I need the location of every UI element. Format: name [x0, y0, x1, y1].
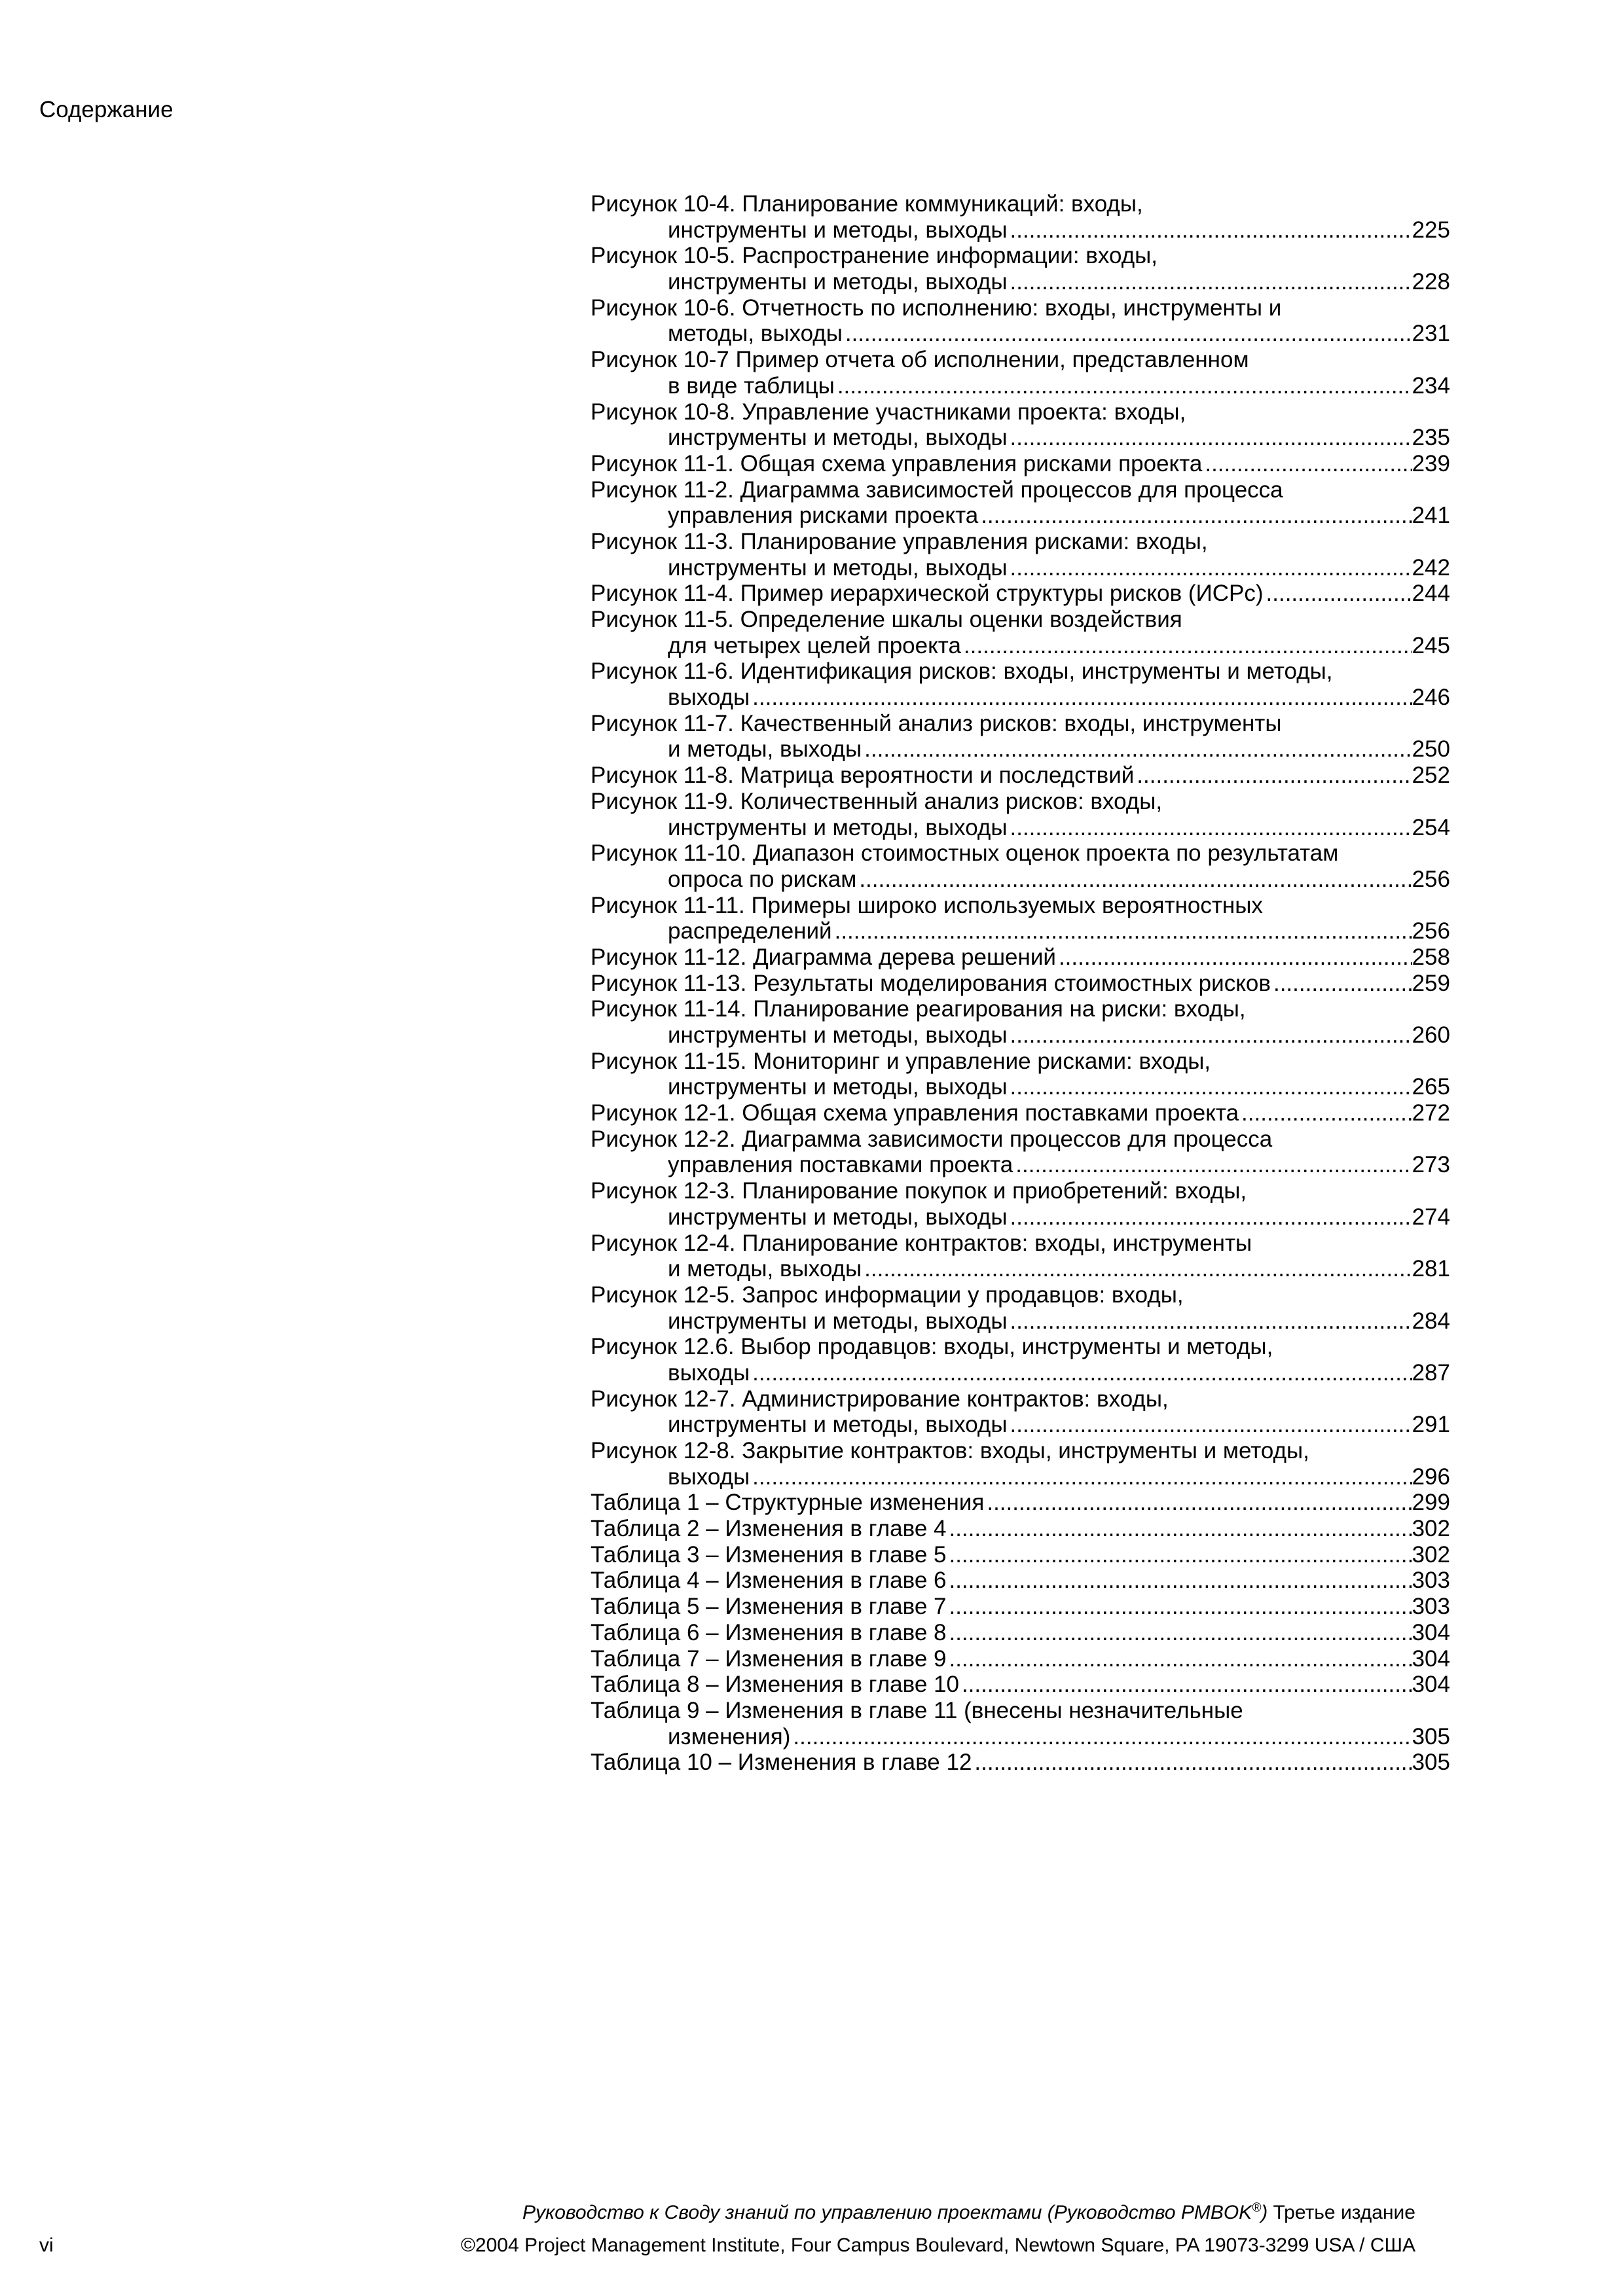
toc-entry[interactable]: [591, 477, 1450, 529]
dot-leader: [946, 1594, 1412, 1620]
toc-entry[interactable]: [591, 789, 1450, 840]
dot-leader: [1008, 217, 1412, 243]
toc-entry-title: инструменты и методы, выходы: [668, 217, 1008, 243]
running-head: Содержание: [39, 97, 173, 122]
toc-entry-title: инструменты и методы, выходы: [668, 814, 1008, 840]
toc-entry-title: Рисунок 11-13. Результаты моделирования стоимостных рисков: [591, 970, 1271, 996]
dot-leader: [1134, 762, 1412, 789]
dot-leader: [984, 1490, 1412, 1516]
toc-entry-title: Рисунок 11-11. Примеры широко используемых вероятностных: [591, 892, 1263, 918]
toc-entry-title: Таблица 3 – Изменения в главе 5: [591, 1541, 947, 1568]
toc-line: [591, 191, 1450, 217]
toc-entry[interactable]: [591, 1698, 1450, 1749]
toc-line: [591, 295, 1450, 321]
toc-line: [591, 1464, 1450, 1490]
toc-page-number: 259: [1412, 970, 1450, 996]
toc-entry[interactable]: [591, 1230, 1450, 1282]
dot-leader: [959, 1672, 1412, 1698]
toc-entry[interactable]: [591, 1672, 1450, 1698]
toc-entry-title: Таблица 9 – Изменения в главе 11 (внесены незначительные: [591, 1697, 1243, 1723]
toc-entry[interactable]: [591, 581, 1450, 607]
toc-entry-title: инструменты и методы, выходы: [668, 269, 1008, 295]
footer-title-edition: Третье издание: [1267, 2202, 1415, 2223]
toc-page-number: 225: [1412, 217, 1450, 243]
toc-entry-title: Рисунок 12.6. Выбор продавцов: входы, инструменты и методы,: [591, 1334, 1273, 1360]
toc-line: [591, 217, 1450, 243]
toc-line: [591, 1516, 1450, 1542]
toc-entry[interactable]: [591, 944, 1450, 971]
toc-line: [591, 607, 1450, 633]
toc-line: [591, 347, 1450, 373]
dot-leader: [1264, 581, 1412, 607]
toc-entry-title: Таблица 4 – Изменения в главе 6: [591, 1568, 947, 1594]
toc-line: [591, 1646, 1450, 1672]
toc-entry-title: Рисунок 10-4. Планирование коммуникаций: входы,: [591, 191, 1143, 217]
toc-line: [591, 503, 1450, 529]
toc-line: [591, 1204, 1450, 1230]
toc-entry-title: Таблица 2 – Изменения в главе 4: [591, 1516, 947, 1542]
toc-entry[interactable]: [591, 711, 1450, 762]
dot-leader: [843, 321, 1412, 347]
toc-page-number: 305: [1412, 1723, 1450, 1749]
toc-entry[interactable]: [591, 893, 1450, 944]
toc-page-number: 256: [1412, 918, 1450, 944]
toc-entry-title: инструменты и методы, выходы: [668, 1074, 1008, 1100]
toc-page-number: 231: [1412, 321, 1450, 347]
dot-leader: [750, 1464, 1412, 1490]
toc-entry-title: Рисунок 11-6. Идентификация рисков: входы, инструменты и методы,: [591, 658, 1333, 685]
toc-line: [591, 1256, 1450, 1282]
toc-entry-title: управления поставками проекта: [668, 1152, 1013, 1178]
toc-page-number: 256: [1412, 866, 1450, 892]
toc-page-number: 239: [1412, 450, 1450, 476]
toc-page-number: 291: [1412, 1412, 1450, 1438]
toc-entry-title: и методы, выходы: [668, 736, 862, 762]
toc-entry[interactable]: [591, 243, 1450, 295]
toc-line: [591, 1412, 1450, 1438]
toc-entry-title: Рисунок 11-5. Определение шкалы оценки воздействия: [591, 607, 1182, 632]
toc-entry-title: распределений: [668, 918, 832, 944]
toc-entry[interactable]: [591, 1386, 1450, 1438]
toc-entry[interactable]: [591, 529, 1450, 581]
dot-leader: [946, 1646, 1412, 1672]
toc-entry[interactable]: [591, 762, 1450, 789]
toc-line: [591, 555, 1450, 581]
toc-line: [591, 971, 1450, 997]
toc-entry-title: для четырех целей проекта: [668, 632, 961, 658]
toc-page-number: 250: [1412, 736, 1450, 762]
toc-page-number: 305: [1412, 1749, 1450, 1776]
toc-line: [591, 1672, 1450, 1698]
toc-page-number: 302: [1412, 1516, 1450, 1542]
page-number: vi: [39, 2234, 54, 2256]
toc-entry-title: методы, выходы: [668, 321, 843, 347]
toc-entry-title: Рисунок 12-5. Запрос информации у продавцов: входы,: [591, 1282, 1184, 1308]
dot-leader: [961, 633, 1412, 659]
toc-entry-title: Рисунок 11-2. Диаграмма зависимостей процессов для процесса: [591, 476, 1283, 503]
toc-entry-title: Рисунок 10-8. Управление участниками проекта: входы,: [591, 399, 1186, 425]
toc-entry[interactable]: [591, 347, 1450, 399]
toc-page-number: 272: [1412, 1100, 1450, 1126]
toc-entry-title: выходы: [668, 1463, 750, 1490]
toc-entry-title: инструменты и методы, выходы: [668, 554, 1008, 581]
toc-entry-title: Рисунок 12-2. Диаграмма зависимости процессов для процесса: [591, 1126, 1273, 1152]
toc-entry[interactable]: [591, 971, 1450, 997]
toc-page-number: 303: [1412, 1594, 1450, 1620]
toc-line: [591, 373, 1450, 399]
toc-line: [591, 321, 1450, 347]
toc-line: [591, 1724, 1450, 1750]
toc-line: [591, 529, 1450, 555]
toc-line: [591, 1178, 1450, 1204]
toc-entry[interactable]: [591, 1542, 1450, 1568]
toc-entry-title: Рисунок 11-10. Диапазон стоимостных оценок проекта по результатам: [591, 840, 1339, 867]
toc-line: [591, 840, 1450, 867]
toc-entry[interactable]: [591, 1178, 1450, 1230]
dot-leader: [1008, 815, 1412, 841]
toc-entry-title: Рисунок 11-12. Диаграмма дерева решений: [591, 944, 1056, 970]
dot-leader: [1008, 1204, 1412, 1230]
dot-leader: [1008, 425, 1412, 451]
toc-page-number: 244: [1412, 581, 1450, 607]
toc-line: [591, 1594, 1450, 1620]
toc-entry-title: Рисунок 11-14. Планирование реагирования на риски: входы,: [591, 996, 1246, 1022]
toc-entry[interactable]: [591, 1049, 1450, 1100]
toc-entry[interactable]: [591, 191, 1450, 243]
toc-line: [591, 815, 1450, 841]
dot-leader: [862, 736, 1412, 762]
toc-entry[interactable]: [591, 1594, 1450, 1620]
toc-page-number: 265: [1412, 1074, 1450, 1100]
toc-line: [591, 399, 1450, 425]
toc-line: [591, 996, 1450, 1022]
toc-entry[interactable]: [591, 451, 1450, 477]
toc-entry-title: Таблица 1 – Структурные изменения: [591, 1490, 985, 1516]
dot-leader: [835, 373, 1412, 399]
toc-entry-title: выходы: [668, 1359, 750, 1386]
dot-leader: [856, 867, 1412, 893]
toc-line: [591, 762, 1450, 789]
dot-leader: [1202, 451, 1412, 477]
toc-page-number: 274: [1412, 1204, 1450, 1230]
toc-page-number: 287: [1412, 1359, 1450, 1386]
toc-entry[interactable]: [591, 1749, 1450, 1776]
toc-line: [591, 1230, 1450, 1257]
dot-leader: [1271, 971, 1412, 997]
dot-leader: [946, 1620, 1412, 1646]
toc-entry-title: Рисунок 10-5. Распространение информации: входы,: [591, 243, 1158, 269]
dot-leader: [750, 1360, 1412, 1386]
toc-entry[interactable]: [591, 1516, 1450, 1542]
toc-line: [591, 1282, 1450, 1308]
dot-leader: [1008, 269, 1412, 295]
toc-page-number: 234: [1412, 372, 1450, 399]
toc-entry-title: в виде таблицы: [668, 372, 835, 399]
toc-entry[interactable]: [591, 1126, 1450, 1178]
toc-entry-title: Рисунок 10-7 Пример отчета об исполнении, представленном: [591, 347, 1249, 373]
toc-line: [591, 1620, 1450, 1646]
toc-entry-title: опроса по рискам: [668, 866, 857, 892]
toc-page-number: 284: [1412, 1308, 1450, 1334]
dot-leader: [946, 1516, 1412, 1542]
toc-line: [591, 1698, 1450, 1724]
toc-entry-title: Рисунок 11-3. Планирование управления рисками: входы,: [591, 528, 1208, 554]
toc-page-number: 242: [1412, 554, 1450, 581]
toc-entry-title: инструменты и методы, выходы: [668, 1022, 1008, 1048]
toc-entry[interactable]: [591, 1100, 1450, 1126]
toc-entry-title: Рисунок 11-9. Количественный анализ рисков: входы,: [591, 788, 1163, 814]
toc-line: [591, 1749, 1450, 1776]
dot-leader: [1239, 1100, 1412, 1126]
dot-leader: [1008, 555, 1412, 581]
toc-line: [591, 1308, 1450, 1335]
toc-entry-title: Рисунок 12-1. Общая схема управления поставками проекта: [591, 1100, 1239, 1126]
toc-entry[interactable]: [591, 1490, 1450, 1516]
toc-entry-title: инструменты и методы, выходы: [668, 1308, 1008, 1334]
toc-entry-title: Рисунок 11-4. Пример иерархической структуры рисков (ИСРс): [591, 581, 1264, 607]
registered-mark: ®: [1252, 2201, 1262, 2215]
toc-line: [591, 685, 1450, 711]
toc-line: [591, 269, 1450, 295]
toc-entry[interactable]: [591, 607, 1450, 658]
toc-entry[interactable]: [591, 1438, 1450, 1490]
toc-line: [591, 944, 1450, 971]
dot-leader: [1013, 1152, 1412, 1178]
toc-line: [591, 1542, 1450, 1568]
toc-line: [591, 1568, 1450, 1594]
toc-page-number: 304: [1412, 1619, 1450, 1645]
toc-entry-title: инструменты и методы, выходы: [668, 1204, 1008, 1230]
toc-entry-title: Таблица 8 – Изменения в главе 10: [591, 1672, 959, 1698]
dot-leader: [972, 1749, 1412, 1776]
toc-page-number: 296: [1412, 1463, 1450, 1490]
toc-page-number: 246: [1412, 685, 1450, 711]
dot-leader: [1008, 1074, 1412, 1100]
dot-leader: [750, 685, 1412, 711]
table-of-contents: [591, 191, 1450, 1776]
toc-entry[interactable]: [591, 1282, 1450, 1334]
toc-entry-title: Рисунок 11-1. Общая схема управления рисками проекта: [591, 450, 1203, 476]
toc-entry-title: выходы: [668, 685, 750, 711]
toc-entry-title: и методы, выходы: [668, 1256, 862, 1282]
toc-line: [591, 1100, 1450, 1126]
toc-line: [591, 1049, 1450, 1075]
toc-line: [591, 451, 1450, 477]
toc-page-number: 252: [1412, 762, 1450, 789]
toc-page-number: 241: [1412, 503, 1450, 529]
toc-line: [591, 425, 1450, 451]
toc-page-number: 281: [1412, 1256, 1450, 1282]
toc-line: [591, 1360, 1450, 1386]
toc-entry[interactable]: [591, 996, 1450, 1048]
dot-leader: [946, 1568, 1412, 1594]
toc-page-number: 260: [1412, 1022, 1450, 1048]
toc-entry-title: Таблица 10 – Изменения в главе 12: [591, 1749, 972, 1776]
toc-page-number: 302: [1412, 1541, 1450, 1568]
toc-line: [591, 893, 1450, 919]
toc-page-number: 303: [1412, 1568, 1450, 1594]
dot-leader: [1008, 1412, 1412, 1438]
dot-leader: [946, 1542, 1412, 1568]
toc-line: [591, 1334, 1450, 1360]
footer-title-italic: Руководство к Своду знаний по управлению проектами (Руководство PMBOK: [522, 2202, 1252, 2223]
toc-entry[interactable]: [591, 658, 1450, 710]
toc-line: [591, 1022, 1450, 1049]
toc-page-number: 304: [1412, 1645, 1450, 1672]
dot-leader: [978, 503, 1412, 529]
toc-entry-title: Рисунок 11-8. Матрица вероятности и последствий: [591, 762, 1135, 789]
toc-line: [591, 1152, 1450, 1178]
toc-entry-title: Таблица 7 – Изменения в главе 9: [591, 1645, 947, 1672]
toc-entry[interactable]: [591, 1620, 1450, 1646]
toc-line: [591, 633, 1450, 659]
toc-line: [591, 243, 1450, 269]
toc-line: [591, 918, 1450, 944]
toc-entry[interactable]: [591, 840, 1450, 892]
dot-leader: [862, 1256, 1412, 1282]
dot-leader: [1056, 944, 1412, 971]
toc-line: [591, 736, 1450, 762]
toc-line: [591, 1490, 1450, 1516]
toc-entry-title: Рисунок 11-7. Качественный анализ рисков: входы, инструменты: [591, 710, 1282, 736]
dot-leader: [832, 918, 1412, 944]
toc-entry-title: Рисунок 10-6. Отчетность по исполнению: входы, инструменты и: [591, 295, 1282, 321]
toc-entry[interactable]: [591, 1568, 1450, 1594]
toc-entry[interactable]: [591, 295, 1450, 347]
toc-line: [591, 581, 1450, 607]
dot-leader: [1008, 1308, 1412, 1335]
toc-page-number: 258: [1412, 944, 1450, 970]
toc-page-number: 245: [1412, 632, 1450, 658]
toc-line: [591, 1438, 1450, 1464]
toc-entry-title: Рисунок 11-15. Мониторинг и управление рисками: входы,: [591, 1048, 1211, 1074]
dot-leader: [790, 1724, 1412, 1750]
footer-title-close: ): [1261, 2202, 1268, 2223]
footer-book-title: [522, 2201, 1415, 2225]
toc-entry-title: Рисунок 12-7. Администрирование контрактов: входы,: [591, 1386, 1169, 1412]
toc-page-number: 273: [1412, 1152, 1450, 1178]
toc-page-number: 299: [1412, 1490, 1450, 1516]
toc-entry-title: инструменты и методы, выходы: [668, 1412, 1008, 1438]
toc-page-number: 254: [1412, 814, 1450, 840]
toc-entry-title: Таблица 6 – Изменения в главе 8: [591, 1619, 947, 1645]
toc-entry-title: изменения): [668, 1723, 791, 1749]
toc-page-number: 304: [1412, 1672, 1450, 1698]
toc-line: [591, 477, 1450, 503]
toc-page-number: 235: [1412, 425, 1450, 451]
toc-line: [591, 867, 1450, 893]
toc-entry[interactable]: [591, 399, 1450, 451]
toc-entry-title: инструменты и методы, выходы: [668, 425, 1008, 451]
dot-leader: [1008, 1022, 1412, 1049]
toc-line: [591, 789, 1450, 815]
toc-entry-title: управления рисками проекта: [668, 503, 979, 529]
toc-line: [591, 1126, 1450, 1153]
toc-line: [591, 1074, 1450, 1100]
footer-copyright: ©2004 Project Management Institute, Four Campus Boulevard, Newtown Square, PA 19073-3299 USA / США: [460, 2234, 1415, 2256]
toc-line: [591, 1386, 1450, 1412]
toc-entry[interactable]: [591, 1646, 1450, 1672]
toc-entry[interactable]: [591, 1334, 1450, 1386]
toc-entry-title: Таблица 5 – Изменения в главе 7: [591, 1594, 947, 1620]
toc-entry-title: Рисунок 12-4. Планирование контрактов: входы, инструменты: [591, 1230, 1252, 1256]
toc-line: [591, 658, 1450, 685]
toc-entry-title: Рисунок 12-3. Планирование покупок и приобретений: входы,: [591, 1178, 1247, 1204]
toc-entry-title: Рисунок 12-8. Закрытие контрактов: входы, инструменты и методы,: [591, 1438, 1309, 1463]
toc-line: [591, 711, 1450, 737]
toc-page-number: 228: [1412, 269, 1450, 295]
